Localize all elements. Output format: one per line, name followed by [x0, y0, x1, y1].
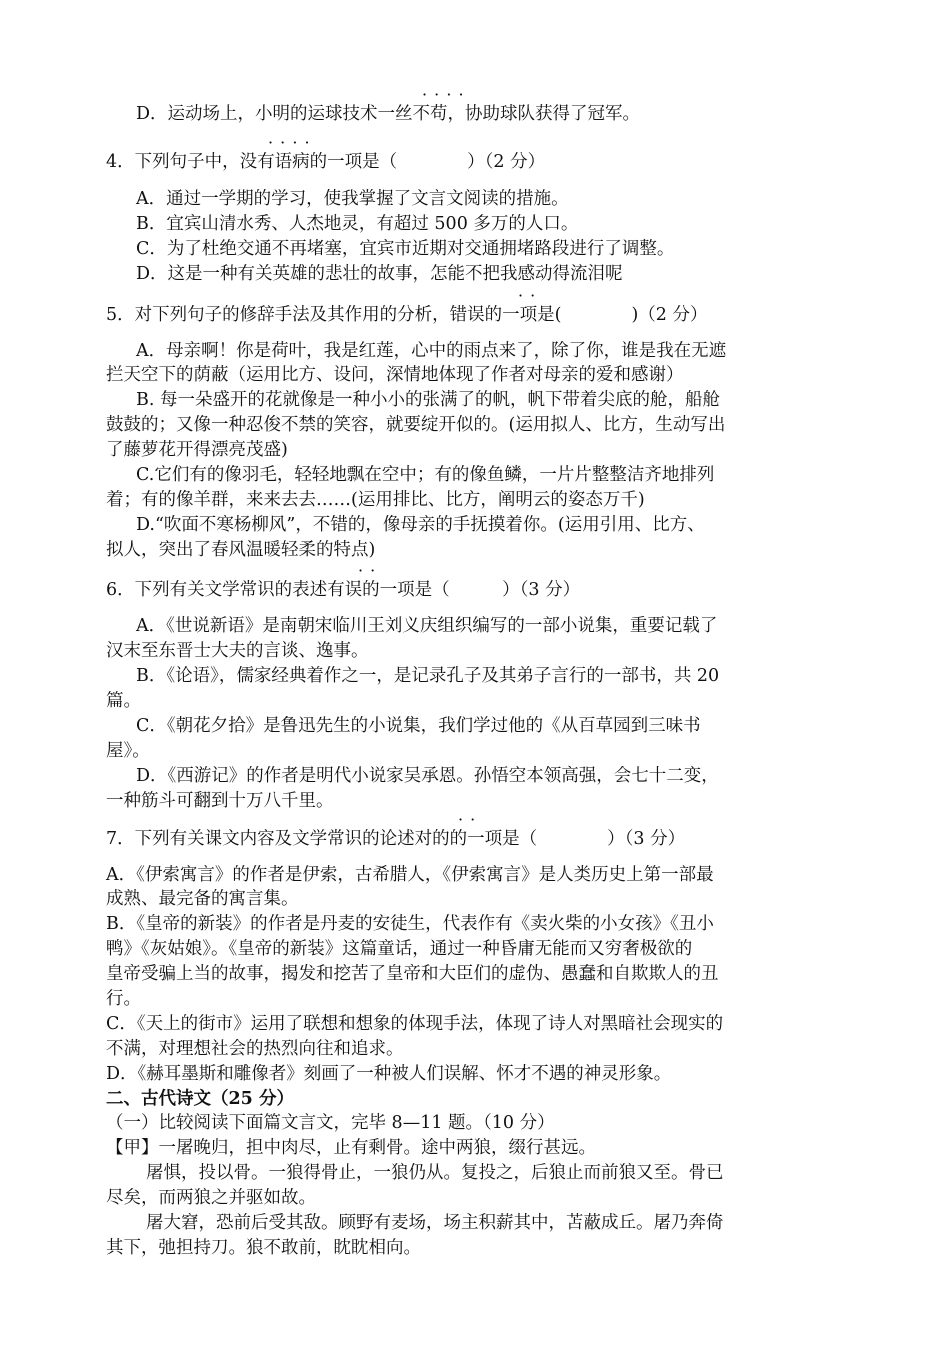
q7-option-c-line1: C．《天上的街市》运用了联想和想象的体现手法，体现了诗人对黑暗社会现实的: [106, 1014, 724, 1034]
q7-option-c-line2: 不满，对理想社会的热烈向往和追求。: [106, 1039, 404, 1059]
q6-option-a-line1: A．《世说新语》是南朝宋临川王刘义庆组织编写的一部小说集，重要记载了: [136, 616, 718, 636]
q4-option-c: C．为了杜绝交通不再堵塞，宜宾市近期对交通拥堵路段进行了调整。: [136, 239, 675, 259]
q7-option-b-line2: 鸭》《灰姑娘》。《皇帝的新装》这篇童话，通过一种昏庸无能而又穷奢极欲的: [106, 939, 693, 959]
q5-option-a-line1: A．母亲啊！你是荷叶，我是红莲，心中的雨点来了，除了你，谁是我在无遮: [136, 341, 727, 361]
q6-stem: 6．下列有关文学常识的表述有误的一项是（ ）（3 分）: [106, 580, 581, 600]
q6-option-b-line1: B．《论语》，儒家经典着作之一，是记录孔子及其弟子言行的一部书，共 20: [136, 666, 720, 686]
q5-option-d-line2: 拟人，突出了春风温暖轻柔的特点): [106, 540, 376, 560]
q6-option-a-line2: 汉末至东晋士大夫的言谈、逸事。: [106, 641, 369, 661]
q6-option-d-line2: 一种筋斗可翻到十万八千里。: [106, 791, 334, 811]
passage-para2-line1: 屠惧，投以骨。一狼得骨止，一狼仍从。复投之，后狼止而前狼又至。骨已: [146, 1163, 724, 1183]
q7-option-b-line4: 行。: [106, 989, 141, 1009]
q6-option-d-line1: D．《西游记》的作者是明代小说家吴承恩。孙悟空本领高强，会七十二变，: [136, 766, 719, 786]
passage-para2-line2: 尽矣，而两狼之并驱如故。: [106, 1188, 316, 1208]
q5-option-a-line2: 拦天空下的荫蔽（运用比方、设问，深情地体现了作者对母亲的爱和感谢）: [106, 365, 684, 385]
passage-jia-line1: 【甲】一屠晚归，担中肉尽，止有剩骨。途中两狼，缀行甚远。: [106, 1138, 596, 1158]
q7-option-d: D．《赫耳墨斯和雕像者》刻画了一种被人们误解、怀才不遇的神灵形象。: [106, 1064, 672, 1084]
q5-option-d-line1: D.“吹面不寒杨柳风”，不错的，像母亲的手抚摸着你。(运用引用、比方、: [136, 515, 705, 535]
emphasis-dots: [422, 104, 492, 106]
section-heading: 二、古代诗文（25 分）: [106, 1089, 294, 1109]
q7-option-a-line2: 成熟、最完备的寓言集。: [106, 889, 299, 909]
q7-option-b-line1: B．《皇帝的新装》的作者是丹麦的安徒生，代表作有《卖火柴的小女孩》《丑小: [106, 914, 714, 934]
passage-para3-line1: 屠大窘，恐前后受其敌。顾野有麦场，场主积薪其中，苫蔽成丘。屠乃奔倚: [146, 1213, 724, 1233]
q6-option-c-line1: C．《朝花夕拾》是鲁迅先生的小说集，我们学过他的《从百草园到三味书: [136, 716, 701, 736]
q7-stem: 7．下列有关课文内容及文学常识的论述对的的一项是（ ）（3 分）: [106, 829, 686, 849]
q4-option-d: D．这是一种有关英雄的悲壮的故事，怎能不把我感动得流泪呢: [136, 264, 623, 284]
q5-option-b-line2: 鼓鼓的；又像一种忍俊不禁的笑容，就要绽开似的。(运用拟人、比方，生动写出: [106, 415, 726, 435]
q5-stem: 5．对下列句子的修辞手法及其作用的分析，错误的一项是( )（2 分）: [106, 305, 708, 325]
emphasis-dots: [458, 829, 494, 831]
emphasis-dots: [358, 580, 394, 582]
emphasis-dots: [268, 152, 338, 154]
q5-option-c-line2: 着；有的像羊群，来来去去……(运用排比、比方，阐明云的姿态万千): [106, 490, 645, 510]
passage-para3-line2: 其下，弛担持刀。狼不敢前，眈眈相向。: [106, 1238, 421, 1258]
q7-option-a-line1: A．《伊索寓言》的作者是伊索，古希腊人，《伊索寓言》是人类历史上第一部最: [106, 865, 714, 885]
q4-stem: 4．下列句子中，没有语病的一项是（ ）（2 分）: [106, 152, 546, 172]
q7-option-b-line3: 皇帝受骗上当的故事，揭发和挖苦了皇帝和大臣们的虚伪、愚蠢和自欺欺人的丑: [106, 964, 719, 984]
q5-option-b-line1: B. 每一朵盛开的花就像是一种小小的张满了的帆，帆下带着尖底的舱，船舱: [136, 390, 720, 410]
subsection-heading: （一）比较阅读下面篇文言文，完毕 8—11 题。（10 分）: [106, 1113, 555, 1133]
q5-option-c-line1: C.它们有的像羽毛，轻轻地飘在空中；有的像鱼鳞，一片片整整洁齐地排列: [136, 465, 715, 485]
q6-option-b-line2: 篇。: [106, 691, 141, 711]
q4-option-a: A．通过一学期的学习，使我掌握了文言文阅读的措施。: [136, 189, 569, 209]
q3-option-d: D．运动场上，小明的运球技术一丝不苟，协助球队获得了冠军。: [136, 104, 641, 124]
q6-option-c-line2: 屋》。: [106, 741, 150, 761]
q4-option-b: B．宜宾山清水秀、人杰地灵，有超过 500 多万的人口。: [136, 214, 579, 234]
emphasis-dots: [518, 305, 554, 307]
q5-option-b-line3: 了藤萝花开得漂亮茂盛): [106, 440, 288, 460]
